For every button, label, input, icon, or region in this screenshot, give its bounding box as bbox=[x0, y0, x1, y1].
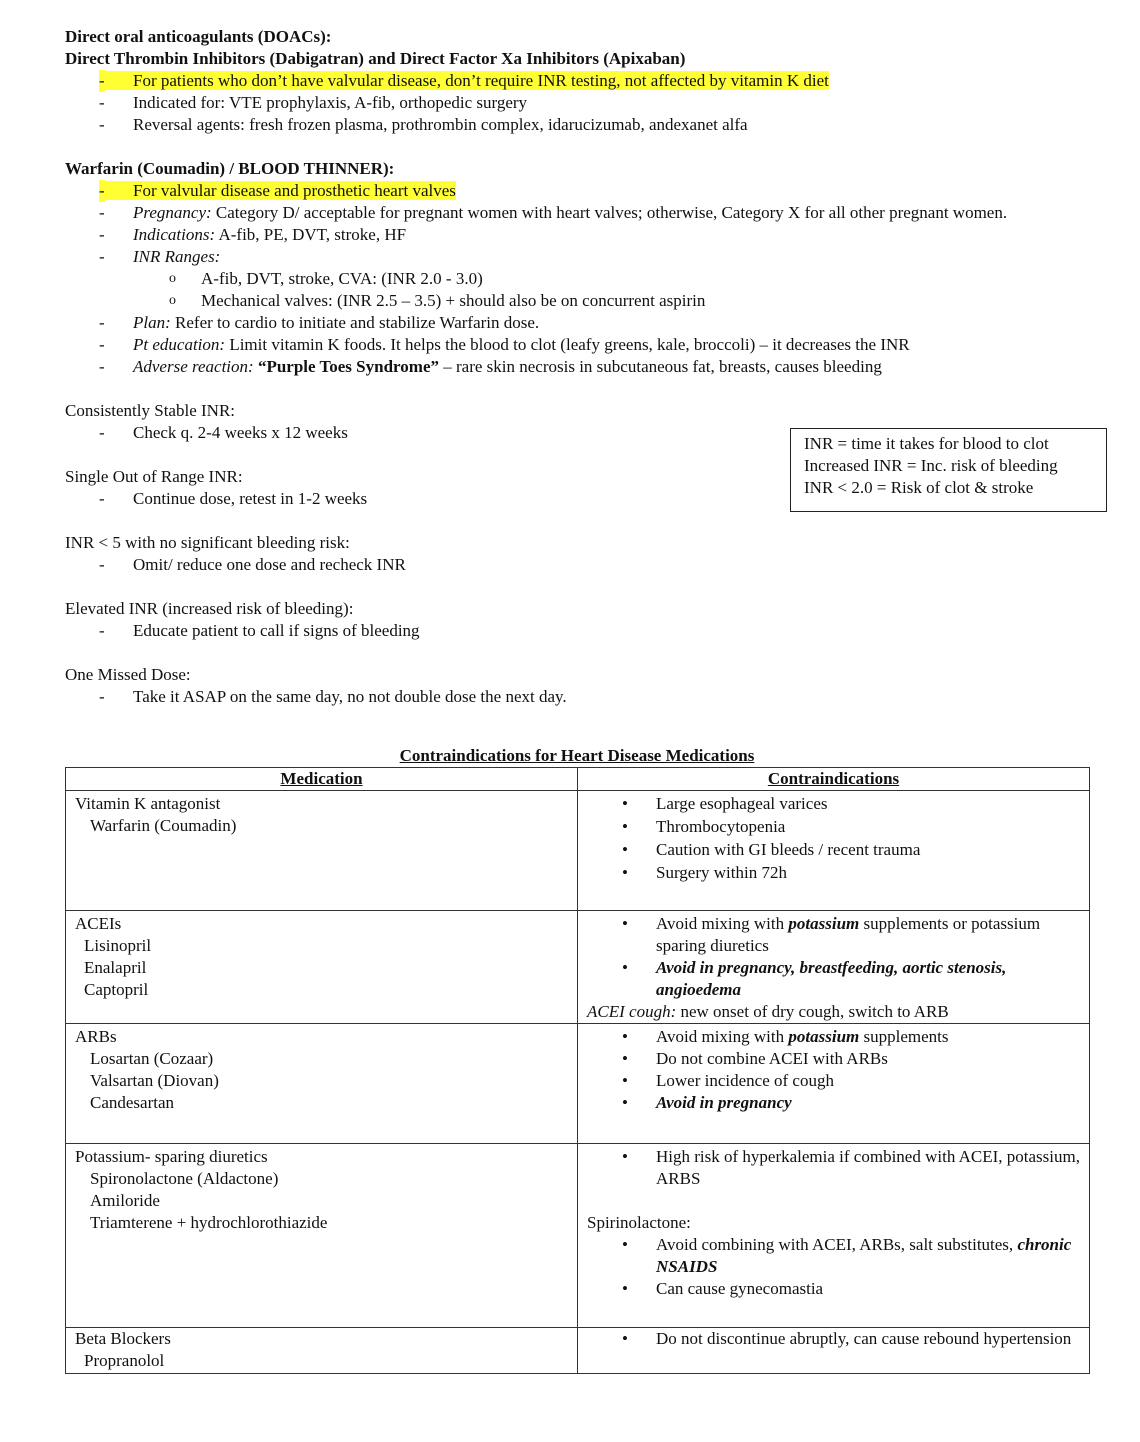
drug-class: Potassium- sparing diuretics bbox=[75, 1147, 268, 1166]
section-heading: Consistently Stable INR: bbox=[65, 401, 235, 420]
drug-name: Propranolol bbox=[84, 1351, 165, 1370]
drug-name: Spironolactone (Aldactone) bbox=[90, 1169, 279, 1188]
list-item: - Indicated for: VTE prophylaxis, A-fib, orthopedic surgery bbox=[99, 93, 528, 112]
list-item: • Lower incidence of cough bbox=[587, 1070, 1080, 1092]
list-item: • High risk of hyperkalemia if combined with ACEI, potassium, ARBS bbox=[587, 1146, 1080, 1190]
list-item: - For patients who don’t have valvular disease, don’t require INR testing, not affected by vitamin K diet bbox=[99, 71, 829, 90]
drug-class: Beta Blockers bbox=[75, 1329, 171, 1348]
list-item: - Check q. 2-4 weeks x 12 weeks bbox=[99, 423, 348, 442]
list-item: - Educate patient to call if signs of bleeding bbox=[99, 621, 420, 640]
info-line: INR < 2.0 = Risk of clot & stroke bbox=[804, 478, 1034, 497]
list-item: - INR Ranges: bbox=[99, 247, 221, 266]
drug-class: ARBs bbox=[75, 1027, 117, 1046]
section-heading: INR < 5 with no significant bleeding risk: bbox=[65, 533, 350, 552]
list-item: • Thrombocytopenia bbox=[587, 816, 1080, 838]
list-item: - Take it ASAP on the same day, no not double dose the next day. bbox=[99, 687, 567, 706]
table-row bbox=[66, 791, 1090, 911]
list-item: - Pt education: Limit vitamin K foods. It helps the blood to clot (leafy greens, kale, broccoli) – it decreases the INR bbox=[99, 335, 910, 354]
inr-info-box bbox=[790, 428, 1107, 512]
highlighted-text: For valvular disease and prosthetic heart valves bbox=[99, 181, 456, 200]
column-header-medication: Medication bbox=[66, 768, 578, 791]
drug-class: ACEIs bbox=[75, 914, 122, 933]
list-item: - For valvular disease and prosthetic heart valves bbox=[99, 181, 456, 200]
list-item: - Pregnancy: Category D/ acceptable for pregnant women with heart valves; otherwise, Category X for all other pregnant women. bbox=[99, 203, 1008, 222]
list-item: • Caution with GI bleeds / recent trauma bbox=[587, 839, 1080, 861]
list-item: - Continue dose, retest in 1-2 weeks bbox=[99, 489, 368, 508]
doacs-subtitle: Direct Thrombin Inhibitors (Dabigatran) and Direct Factor Xa Inhibitors (Apixaban) bbox=[65, 49, 686, 68]
list-item: - Omit/ reduce one dose and recheck INR bbox=[99, 555, 406, 574]
acei-cough-note: ACEI cough: new onset of dry cough, switch to ARB bbox=[587, 1002, 949, 1021]
list-item: • Avoid in pregnancy, breastfeeding, aortic stenosis, angioedema bbox=[587, 957, 1080, 1001]
sub-list-item: o Mechanical valves: (INR 2.5 – 3.5) + should also be on concurrent aspirin bbox=[169, 291, 706, 310]
drug-name: Amiloride bbox=[90, 1191, 160, 1210]
list-item: - Indications: A-fib, PE, DVT, stroke, HF bbox=[99, 225, 407, 244]
list-item: • Can cause gynecomastia bbox=[587, 1278, 1080, 1300]
list-item: • Avoid mixing with potassium supplements or potassium sparing diuretics bbox=[587, 913, 1080, 957]
drug-class: Vitamin K antagonist bbox=[75, 794, 221, 813]
highlighted-text: For patients who don’t have valvular disease, don’t require INR testing, not affected by vitamin K diet bbox=[99, 71, 829, 90]
notes-document bbox=[65, 26, 1105, 708]
section-heading: Elevated INR (increased risk of bleeding): bbox=[65, 599, 354, 618]
spironolactone-label: Spirinolactone: bbox=[587, 1213, 691, 1232]
warfarin-title: Warfarin (Coumadin) / BLOOD THINNER): bbox=[65, 159, 395, 178]
list-item: • Avoid combining with ACEI, ARBs, salt substitutes, chronic NSAIDS bbox=[587, 1234, 1080, 1278]
drug-name: Losartan (Cozaar) bbox=[90, 1049, 214, 1068]
drug-name: Captopril bbox=[84, 980, 149, 999]
sub-list-item: o A-fib, DVT, stroke, CVA: (INR 2.0 - 3.0) bbox=[169, 269, 483, 288]
drug-name: Lisinopril bbox=[84, 936, 152, 955]
section-heading: One Missed Dose: bbox=[65, 665, 191, 684]
info-line: INR = time it takes for blood to clot bbox=[804, 434, 1049, 453]
list-item: • Surgery within 72h bbox=[587, 862, 1080, 884]
info-line: Increased INR = Inc. risk of bleeding bbox=[804, 456, 1058, 475]
table-row bbox=[66, 1328, 1090, 1374]
table-title: Contraindications for Heart Disease Medications bbox=[399, 746, 755, 765]
column-header-contraindications: Contraindications bbox=[578, 768, 1090, 791]
list-item: • Avoid in pregnancy bbox=[587, 1092, 1080, 1114]
list-item: - Plan: Refer to cardio to initiate and stabilize Warfarin dose. bbox=[99, 313, 540, 332]
drug-name: Candesartan bbox=[90, 1093, 175, 1112]
drug-name: Valsartan (Diovan) bbox=[90, 1071, 219, 1090]
section-heading: Single Out of Range INR: bbox=[65, 467, 243, 486]
list-item: - Reversal agents: fresh frozen plasma, prothrombin complex, idarucizumab, andexanet alfa bbox=[99, 115, 748, 134]
drug-name: Triamterene + hydrochlorothiazide bbox=[90, 1213, 328, 1232]
list-item: • Do not discontinue abruptly, can cause rebound hypertension bbox=[587, 1328, 1080, 1350]
table-row bbox=[66, 911, 1090, 1024]
table-row bbox=[66, 1144, 1090, 1328]
drug-name: Enalapril bbox=[84, 958, 147, 977]
table-header-row bbox=[66, 768, 1090, 791]
list-item: • Do not combine ACEI with ARBs bbox=[587, 1048, 1080, 1070]
list-item: - Adverse reaction: “Purple Toes Syndrome” – rare skin necrosis in subcutaneous fat, breasts, causes bleeding bbox=[99, 357, 882, 376]
list-item: • Large esophageal varices bbox=[587, 793, 1080, 815]
contraindications-table bbox=[65, 767, 1090, 1374]
drug-name: Warfarin (Coumadin) bbox=[90, 816, 237, 835]
table-row bbox=[66, 1024, 1090, 1144]
list-item: • Avoid mixing with potassium supplements bbox=[587, 1026, 1080, 1048]
doacs-title: Direct oral anticoagulants (DOACs): bbox=[65, 27, 332, 46]
